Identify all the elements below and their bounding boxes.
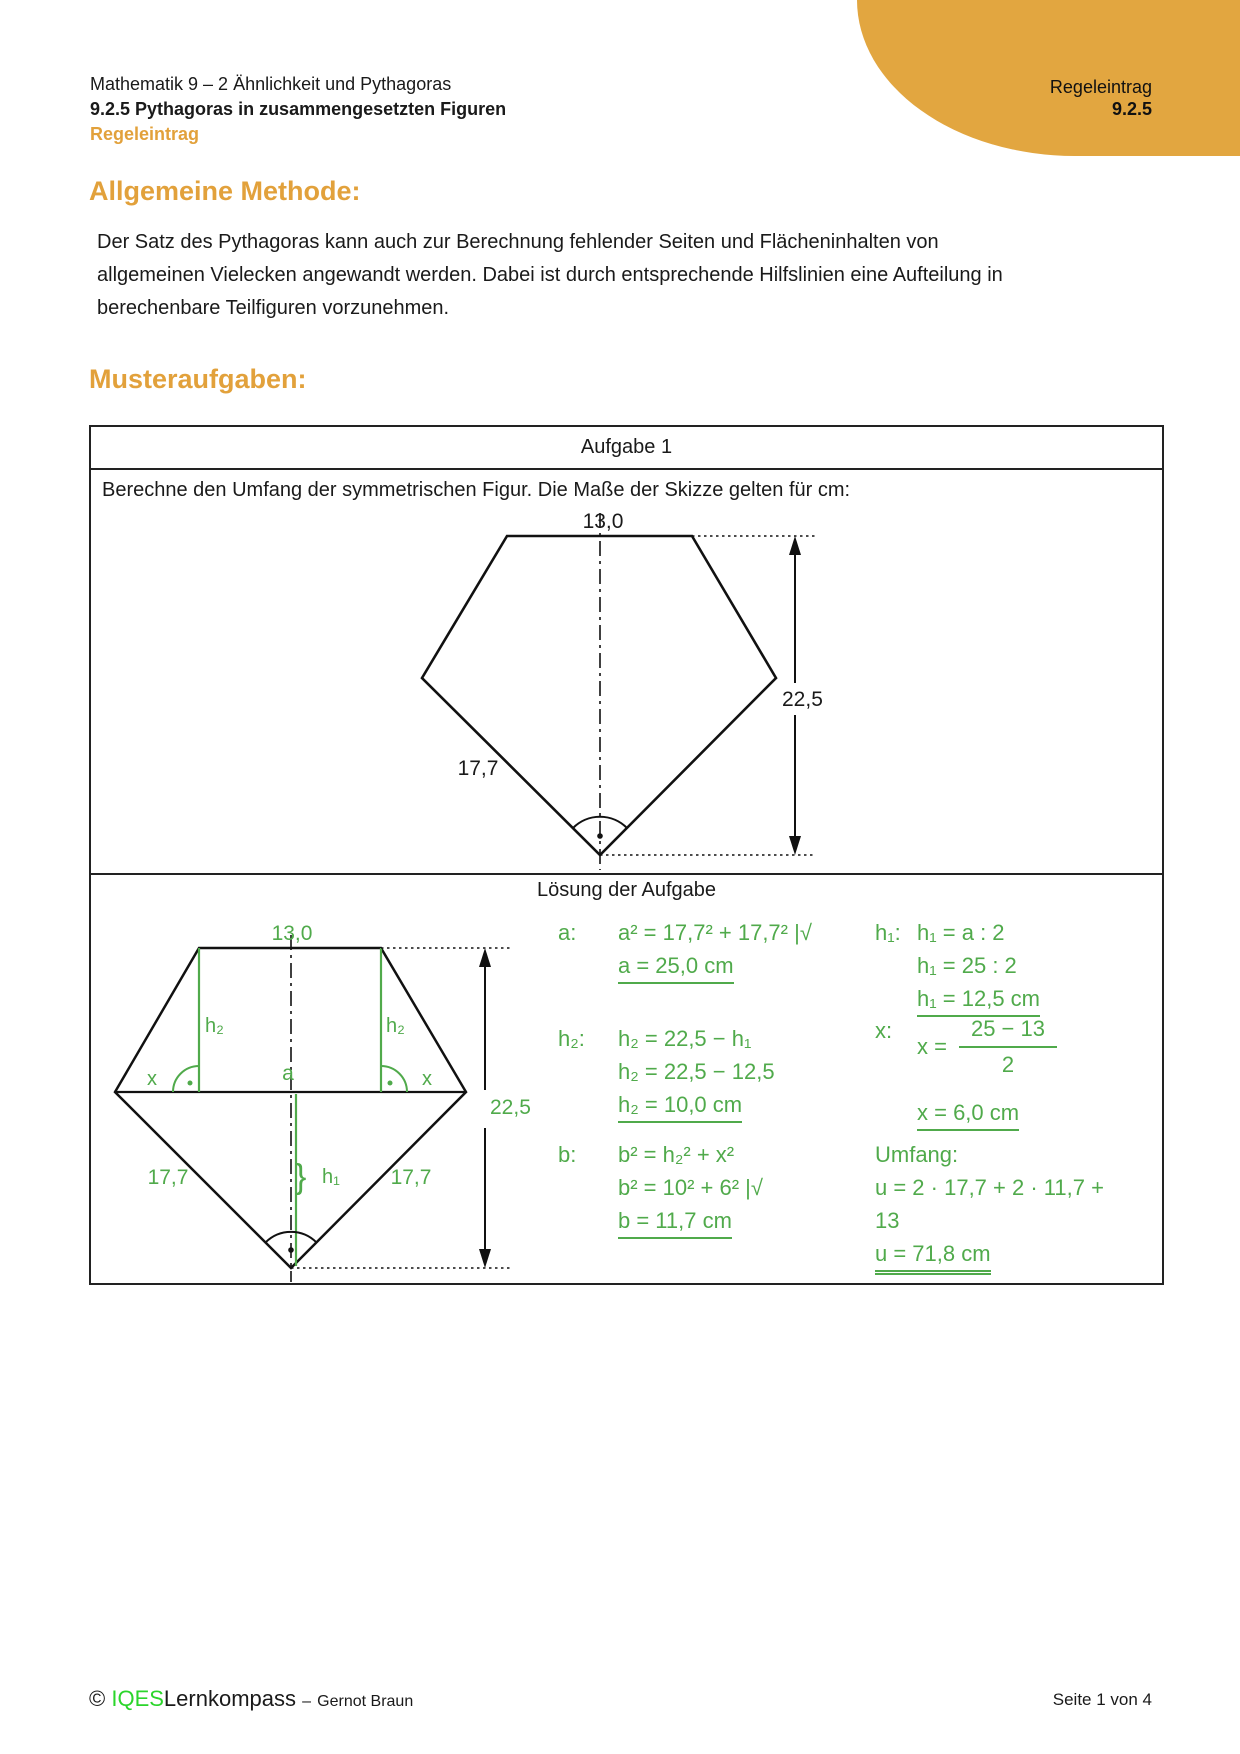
solution-block-b: [558, 1138, 763, 1239]
method-paragraph-line3: berechenbare Teilfiguren vorzunehmen.: [97, 297, 450, 319]
figure2-label-side-left: 17,7: [147, 1166, 189, 1189]
figure2-arrowhead-up: [479, 948, 491, 967]
solution-block-umfang: [875, 1138, 1104, 1275]
solution-h2-label: h₂:: [558, 1026, 585, 1051]
corner-accent-shape: [857, 0, 1240, 156]
figure2-right-angle-dot-left: [188, 1081, 193, 1086]
solution-h1-line2: h₁ = 25 : 2: [917, 953, 1017, 978]
solution-x-denominator: 2: [1001, 1052, 1015, 1077]
figure2-label-side-right: 17,7: [390, 1166, 432, 1189]
logo-lernkompass: Lernkompass: [163, 1686, 296, 1711]
corner-label-number: 9.2.5: [1111, 99, 1152, 119]
figure1-arrowhead-up: [789, 536, 801, 555]
figure1-pentagon-outline: [422, 536, 776, 855]
figure1-label-top-width: 13,0: [582, 510, 624, 533]
solution-figure-pentagon: [90, 900, 545, 1285]
solution-x-prefix: x =: [917, 1034, 947, 1059]
solution-h1-label: h₁:: [875, 920, 901, 945]
figure1-label-side-length: 17,7: [457, 757, 499, 780]
solution-umfang-result: u = 71,8 cm: [875, 1237, 991, 1275]
solution-a-result: a = 25,0 cm: [618, 949, 734, 984]
figure1-arrowhead-down: [789, 836, 801, 855]
task-prompt: Berechne den Umfang der symmetrischen Figur. Die Maße der Skizze gelten für cm:: [102, 479, 851, 501]
figure2-label-h2-right: h₂: [386, 1015, 405, 1037]
figure2-right-angle-dot-right: [388, 1081, 393, 1086]
heading-musteraufgaben: Musteraufgaben:: [89, 364, 307, 394]
solution-x-result: x = 6,0 cm: [917, 1096, 1019, 1131]
header-chapter: 9.2.5 Pythagoras in zusammengesetzten Figuren: [90, 99, 507, 119]
corner-label-type: Regeleintrag: [1049, 77, 1152, 97]
page-number: Seite 1 von 4: [1052, 1690, 1152, 1709]
solution-block-h2: [558, 1022, 775, 1123]
figure1-label-height: 22,5: [782, 688, 823, 711]
header-course: Mathematik 9 – 2 Ähnlichkeit und Pythagoras: [90, 74, 452, 94]
heading-allgemeine-methode: Allgemeine Methode:: [89, 176, 361, 206]
figure2-right-angle-arc-right: [381, 1066, 407, 1092]
task-figure-pentagon: [380, 505, 850, 875]
solution-x-numerator: 25 − 13: [959, 1014, 1057, 1048]
footer-logo: [89, 1686, 413, 1712]
figure2-label-h1: h₁: [322, 1166, 340, 1188]
solution-x-label: x:: [875, 1018, 893, 1043]
figure2-label-a: a: [282, 1062, 294, 1085]
footer-author: Gernot Braun: [317, 1693, 414, 1710]
figure2-label-height: 22,5: [490, 1096, 531, 1119]
figure2-label-x-left: x: [147, 1068, 157, 1090]
solution-b-label: b:: [558, 1142, 577, 1167]
header-doctype: Regeleintrag: [90, 124, 200, 144]
solution-b-line1: b² = h₂² + x²: [618, 1142, 735, 1167]
corner-label: [1050, 76, 1152, 120]
solution-umfang-line2: 13: [875, 1208, 900, 1233]
solution-a-label: a:: [558, 920, 577, 945]
figure2-label-top-width: 13,0: [271, 922, 313, 945]
logo-iqes: IQES: [111, 1686, 164, 1711]
solution-b-result: b = 11,7 cm: [618, 1204, 732, 1239]
figure2-label-x-right: x: [422, 1068, 432, 1090]
solution-umfang-line1: u = 2 · 17,7 + 2 · 11,7 +: [875, 1175, 1104, 1200]
solution-title: Lösung der Aufgabe: [536, 879, 717, 901]
method-paragraph-line2: allgemeinen Vielecken angewandt werden. Dabei ist durch entsprechende Hilfslinien eine Aufteilung in: [97, 264, 1003, 286]
solution-h2-line2: h₂ = 22,5 − 12,5: [618, 1059, 775, 1084]
footer-dash: –: [302, 1693, 312, 1710]
solution-block-x: [875, 1014, 1057, 1131]
task-table-header-row: [91, 427, 1162, 470]
solution-a-line1: a² = 17,7² + 17,7² |√: [618, 920, 812, 945]
figure2-arrowhead-down: [479, 1249, 491, 1268]
task-title: Aufgabe 1: [580, 436, 673, 458]
method-paragraph-line1: Der Satz des Pythagoras kann auch zur Berechnung fehlender Seiten und Flächeninhalten von: [97, 231, 939, 253]
figure1-right-angle-dot: [597, 833, 603, 839]
solution-h1-line1: h₁ = a : 2: [917, 920, 1005, 945]
figure2-h1-brace: }: [295, 1158, 307, 1196]
solution-h1-result: h₁ = 12,5 cm: [917, 982, 1040, 1017]
solution-b-line2: b² = 10² + 6² |√: [618, 1175, 763, 1200]
solution-h2-line1: h₂ = 22,5 − h₁: [618, 1026, 752, 1051]
solution-h2-result: h₂ = 10,0 cm: [618, 1088, 742, 1123]
solution-x-fraction: [917, 1014, 1057, 1080]
copyright-icon: ©: [89, 1686, 106, 1711]
figure2-right-angle-arc-left: [173, 1066, 199, 1092]
document-header: [90, 72, 506, 147]
figure2-label-h2-left: h₂: [205, 1015, 224, 1037]
solution-block-h1: [875, 916, 1040, 1017]
solution-umfang-label: Umfang:: [875, 1142, 959, 1167]
method-paragraph: [97, 226, 1003, 325]
solution-block-a: [558, 916, 812, 984]
figure2-right-angle-dot-bottom: [288, 1247, 294, 1253]
